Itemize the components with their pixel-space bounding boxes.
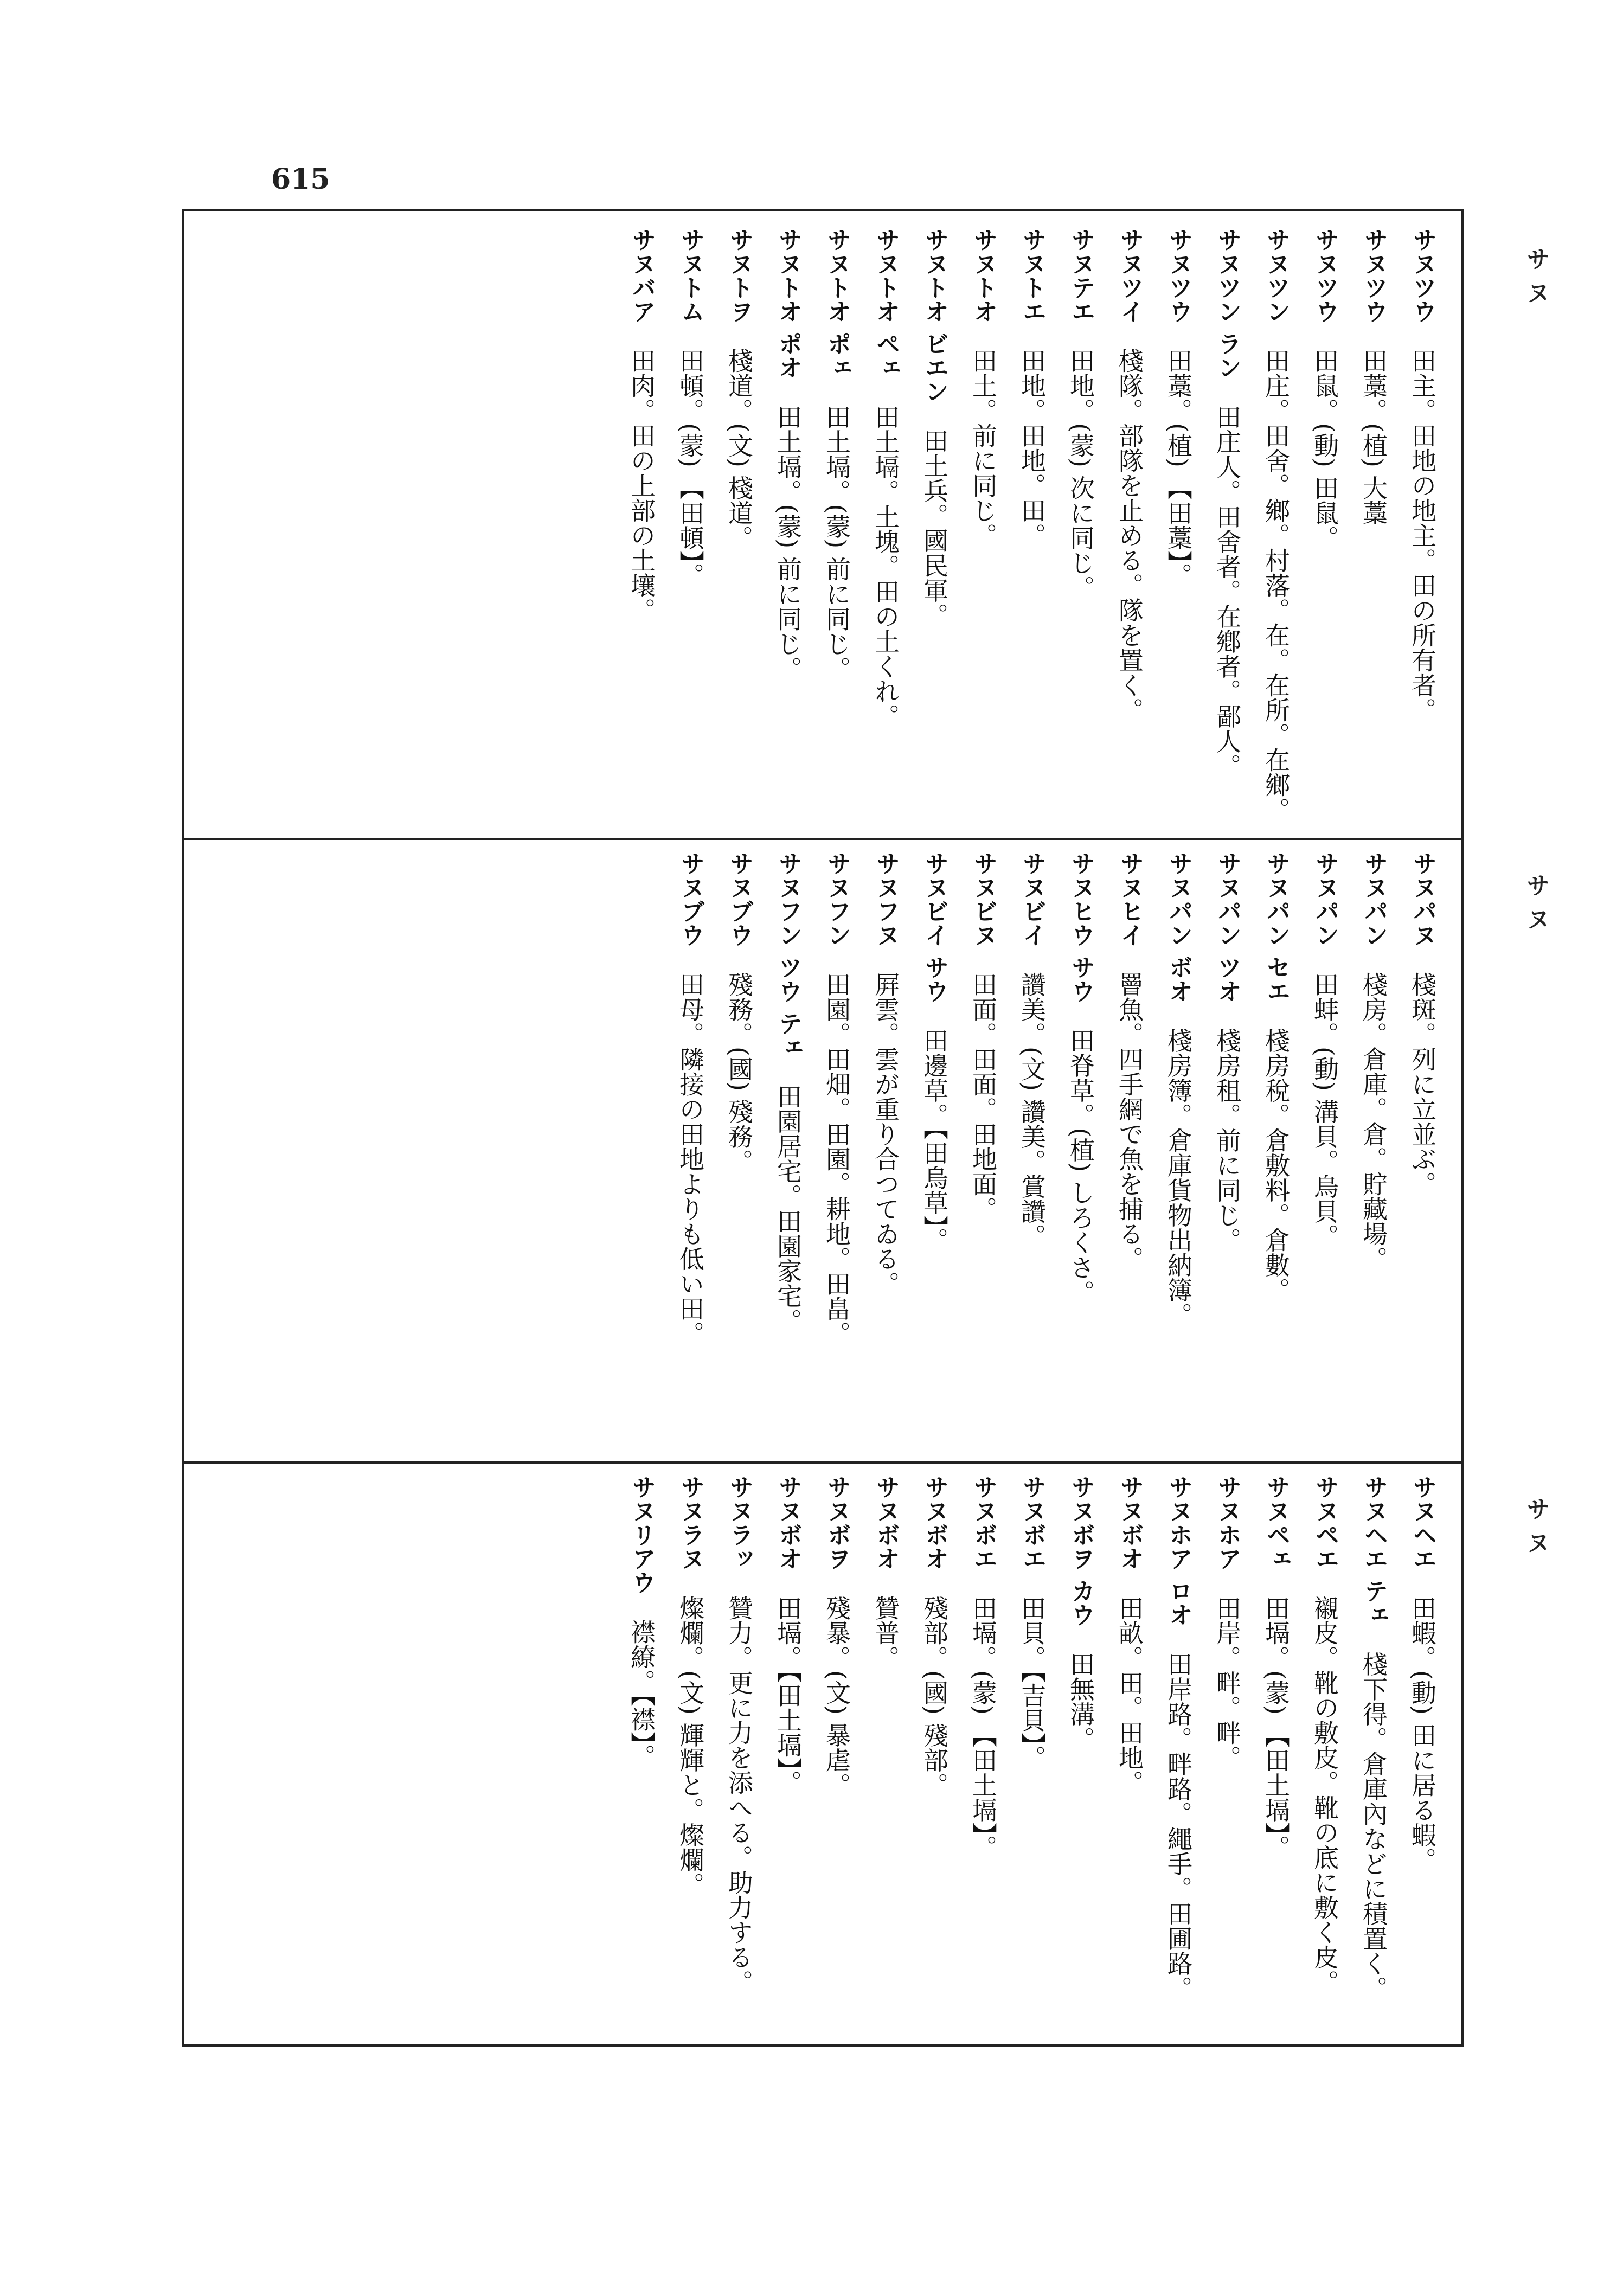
dictionary-entry xyxy=(863,851,908,1453)
entry-definition: 田塥。(蒙) 【田土塥】。 xyxy=(968,1595,998,1860)
entry-definition: 襯皮。靴の敷皮。靴の底に敷く皮。 xyxy=(1310,1595,1339,1994)
dictionary-entry xyxy=(912,228,957,830)
entry-headword: サヌボオ xyxy=(1116,1475,1144,1570)
band-header-2: サヌ xyxy=(1522,873,1550,940)
dictionary-entry xyxy=(765,1475,811,2039)
entry-definition: 讚美。(文) 讚美。賞讚。 xyxy=(1017,972,1047,1249)
dictionary-band-1 xyxy=(195,228,1451,830)
dictionary-entry xyxy=(668,228,713,830)
dictionary-entry xyxy=(1302,851,1348,1453)
dictionary-entry xyxy=(1058,1475,1104,2039)
entry-definition: 屛雲。雲が重り合つてゐる。 xyxy=(871,972,900,1296)
entry-definition: 田土塥。(蒙) 前に同じ。 xyxy=(822,404,851,681)
dictionary-entry xyxy=(1302,1475,1348,2039)
entry-definition: 田主。田地の地主。田の所有者。 xyxy=(1408,348,1437,722)
entry-definition: 田無溝。 xyxy=(1066,1651,1095,1752)
dictionary-entry xyxy=(668,1475,713,2039)
entry-headword: サヌホア ロオ xyxy=(1165,1475,1192,1627)
entry-headword: サヌツウ xyxy=(1409,228,1436,323)
dictionary-entry xyxy=(1204,228,1250,830)
dictionary-entry xyxy=(1107,1475,1152,2039)
entry-definition: 襟繚。【襟】。 xyxy=(627,1619,656,1769)
dictionary-entry xyxy=(716,851,762,1453)
entry-definition: 棧房。倉庫。倉。貯藏場。 xyxy=(1359,972,1388,1271)
dictionary-entry xyxy=(1253,228,1299,830)
dictionary-entry xyxy=(1400,228,1445,830)
entry-headword: サヌボオ xyxy=(921,1475,948,1570)
dictionary-entry xyxy=(619,1475,664,2039)
entry-headword: サヌビイ サウ xyxy=(921,851,948,1003)
entry-headword: サヌヒイ xyxy=(1116,851,1144,947)
entry-headword: サヌツン ラン xyxy=(1214,228,1241,380)
entry-definition: 燦爛。(文) 輝輝と。燦爛。 xyxy=(676,1595,705,1897)
entry-definition: 田頓。(蒙) 【田頓】。 xyxy=(676,348,705,588)
entry-headword: サヌツウ xyxy=(1165,228,1192,323)
entry-definition: 贊普。 xyxy=(871,1595,900,1670)
entry-headword: サヌトオ ビエン xyxy=(921,228,948,403)
entry-headword: サヌパン ボオ xyxy=(1165,851,1192,1003)
entry-headword: サヌツウ xyxy=(1360,228,1388,323)
band-header-3: サヌ xyxy=(1522,1497,1550,1564)
dictionary-entry xyxy=(1204,851,1250,1453)
dictionary-entry xyxy=(716,1475,762,2039)
entry-headword: サヌボヲ カウ xyxy=(1067,1475,1095,1627)
page-number: 615 xyxy=(271,163,330,196)
entry-headword: サヌトオ ポオ xyxy=(774,228,802,380)
dictionary-entry xyxy=(1156,851,1201,1453)
dictionary-entry xyxy=(1156,228,1201,830)
dictionary-entry xyxy=(1009,851,1055,1453)
dictionary-entry xyxy=(1009,228,1055,830)
dictionary-frame xyxy=(182,209,1464,2047)
entry-headword: サヌトオ ポェ xyxy=(823,228,851,380)
entry-headword: サヌボヲ xyxy=(823,1475,851,1570)
entry-definition: 罾魚。四手網で魚を捕る。 xyxy=(1115,972,1144,1271)
entry-definition: 田貝。【吉貝】。 xyxy=(1017,1595,1047,1770)
entry-definition: 田鼠。(動) 田鼠。 xyxy=(1310,348,1339,550)
entry-headword: サヌブウ xyxy=(726,851,753,947)
entry-definition: 田土塥。土塊。田の土くれ。 xyxy=(871,404,900,729)
entry-definition: 田庄人。田舍者。在鄕者。鄙人。 xyxy=(1213,404,1242,779)
dictionary-entry xyxy=(912,851,957,1453)
entry-headword: サヌトオ xyxy=(970,228,997,323)
entry-headword: サヌフヌ xyxy=(872,851,900,947)
dictionary-entry xyxy=(863,228,908,830)
dictionary-entry xyxy=(619,228,664,830)
entry-definition: 田地。田地。田。 xyxy=(1017,348,1047,548)
entry-headword: サヌボオ xyxy=(872,1475,900,1570)
dictionary-entry xyxy=(1058,851,1104,1453)
dictionary-entry xyxy=(814,851,859,1453)
dictionary-entry xyxy=(765,851,811,1453)
dictionary-entry xyxy=(1156,1475,1201,2039)
entry-definition: 棧房稅。倉敷料。倉數。 xyxy=(1261,1028,1291,1303)
entry-definition: 田脊草。(植) しろくさ。 xyxy=(1066,1028,1095,1305)
entry-definition: 殘部。(國) 殘部。 xyxy=(920,1595,949,1798)
entry-definition: 棧下得。倉庫內などに積置く。 xyxy=(1359,1651,1388,2001)
entry-definition: 田邊草。【田烏草】。 xyxy=(920,1028,949,1253)
dictionary-entry xyxy=(912,1475,957,2039)
dictionary-entry xyxy=(1351,228,1396,830)
dictionary-entry xyxy=(960,228,1006,830)
band-header-1: サヌ xyxy=(1522,247,1550,314)
entry-headword: サヌボエ xyxy=(970,1475,997,1570)
entry-headword: サヌテエ xyxy=(1067,228,1095,323)
entry-headword: サヌトヲ xyxy=(726,228,753,323)
entry-headword: サヌビヌ xyxy=(970,851,997,947)
entry-headword: サヌトエ xyxy=(1018,228,1046,323)
entry-definition: 田母。隣接の田地よりも低い田。 xyxy=(676,972,705,1346)
dictionary-entry xyxy=(1107,851,1152,1453)
dictionary-entry xyxy=(814,228,859,830)
entry-definition: 田岸。畔。畔。 xyxy=(1213,1595,1242,1770)
entry-definition: 田蝦。(動) 田に居る蝦。 xyxy=(1408,1595,1437,1872)
entry-definition: 殘務。(國) 殘務。 xyxy=(724,972,754,1174)
entry-definition: 棧道。(文) 棧道。 xyxy=(724,348,754,550)
dictionary-entry xyxy=(960,1475,1006,2039)
entry-definition: 田畝。田。田地。 xyxy=(1115,1595,1144,1795)
entry-definition: 田蚌。(動) 溝貝。烏貝。 xyxy=(1310,972,1339,1249)
entry-headword: サヌペェ xyxy=(1262,1475,1290,1570)
entry-definition: 殘暴。(文) 暴虐。 xyxy=(822,1595,851,1798)
entry-definition: 田園。田畑。田園。耕地。田畠。 xyxy=(822,972,851,1346)
entry-headword: サヌペエ xyxy=(1311,1475,1339,1570)
dictionary-entry xyxy=(1351,851,1396,1453)
entry-definition: 棧隊。部隊を止める。隊を置く。 xyxy=(1115,348,1144,722)
entry-definition: 田岸路。畔路。繩手。田圃路。 xyxy=(1164,1651,1193,2001)
entry-headword: サヌパヌ xyxy=(1409,851,1436,947)
entry-headword: サヌパン ツオ xyxy=(1214,851,1241,1003)
entry-definition: 棧房簿。倉庫貨物出納簿。 xyxy=(1164,1028,1193,1327)
entry-headword: サヌトム xyxy=(677,228,704,323)
entry-definition: 田藁。(植) 大藁 xyxy=(1359,348,1388,525)
entry-headword: サヌラッ xyxy=(726,1475,753,1570)
entry-headword: サヌボオ xyxy=(774,1475,802,1570)
dictionary-entry xyxy=(1009,1475,1055,2039)
entry-headword: サヌパン セエ xyxy=(1262,851,1290,1003)
entry-headword: サヌバア xyxy=(628,228,656,323)
dictionary-entry xyxy=(765,228,811,830)
dictionary-band-3 xyxy=(195,1475,1451,2039)
entry-headword: サヌパン xyxy=(1360,851,1388,947)
dictionary-entry xyxy=(668,851,713,1453)
entry-definition: 田塥。【田土塥】。 xyxy=(773,1595,803,1795)
band-divider xyxy=(184,1461,1461,1464)
entry-definition: 棧斑。列に立並ぶ。 xyxy=(1408,972,1437,1196)
entry-definition: 田土兵。國民軍。 xyxy=(920,428,949,628)
dictionary-entry xyxy=(716,228,762,830)
entry-headword: サヌツイ xyxy=(1116,228,1144,323)
dictionary-entry xyxy=(1302,228,1348,830)
entry-definition: 田庄。田舍。鄉。村落。在。在所。在鄉。 xyxy=(1261,348,1291,822)
dictionary-entry xyxy=(1204,1475,1250,2039)
dictionary-entry xyxy=(1253,1475,1299,2039)
entry-headword: サヌトオ ペェ xyxy=(872,228,900,380)
dictionary-entry xyxy=(863,1475,908,2039)
entry-headword: サヌフン xyxy=(823,851,851,947)
entry-headword: サヌホア xyxy=(1214,1475,1241,1570)
entry-definition: 贊力。更に力を添へる。助力する。 xyxy=(724,1595,754,1994)
dictionary-entry xyxy=(1400,1475,1445,2039)
entry-definition: 田園居宅。田園家宅。 xyxy=(773,1083,803,1333)
entry-headword: サヌパン xyxy=(1311,851,1339,947)
entry-headword: サヌブウ xyxy=(677,851,704,947)
dictionary-entry xyxy=(1107,228,1152,830)
entry-definition: 田面。田面。田地面。 xyxy=(968,972,998,1221)
dictionary-entry xyxy=(1400,851,1445,1453)
dictionary-entry xyxy=(1058,228,1104,830)
dictionary-entry xyxy=(1253,851,1299,1453)
entry-headword: サヌボエ xyxy=(1018,1475,1046,1570)
entry-headword: サヌツウ xyxy=(1311,228,1339,323)
entry-definition: 田肉。田の上部の土壤。 xyxy=(627,348,656,623)
entry-headword: サヌリアウ xyxy=(628,1475,656,1594)
entry-headword: サヌラヌ xyxy=(677,1475,704,1570)
dictionary-entry xyxy=(960,851,1006,1453)
entry-definition: 田藁。(植) 【田藁】。 xyxy=(1164,348,1193,588)
dictionary-band-2 xyxy=(195,851,1451,1453)
dictionary-entry xyxy=(1351,1475,1396,2039)
entry-headword: サヌビイ xyxy=(1018,851,1046,947)
entry-definition: 田土。前に同じ。 xyxy=(968,348,998,548)
entry-definition: 田塥。(蒙) 【田土塥】。 xyxy=(1261,1595,1291,1860)
entry-headword: サヌフン ツウ テェ xyxy=(774,851,802,1059)
dictionary-entry xyxy=(814,1475,859,2039)
band-divider xyxy=(184,838,1461,840)
entry-definition: 田土塥。(蒙) 前に同じ。 xyxy=(773,404,803,681)
entry-headword: サヌヒウ サウ xyxy=(1067,851,1095,1003)
entry-headword: サヌヘエ xyxy=(1409,1475,1436,1570)
entry-headword: サヌツン xyxy=(1262,228,1290,323)
entry-definition: 田地。(蒙) 次に同じ。 xyxy=(1066,348,1095,600)
entry-definition: 棧房租。前に同じ。 xyxy=(1213,1028,1242,1253)
entry-headword: サヌヘエ テェ xyxy=(1360,1475,1388,1627)
